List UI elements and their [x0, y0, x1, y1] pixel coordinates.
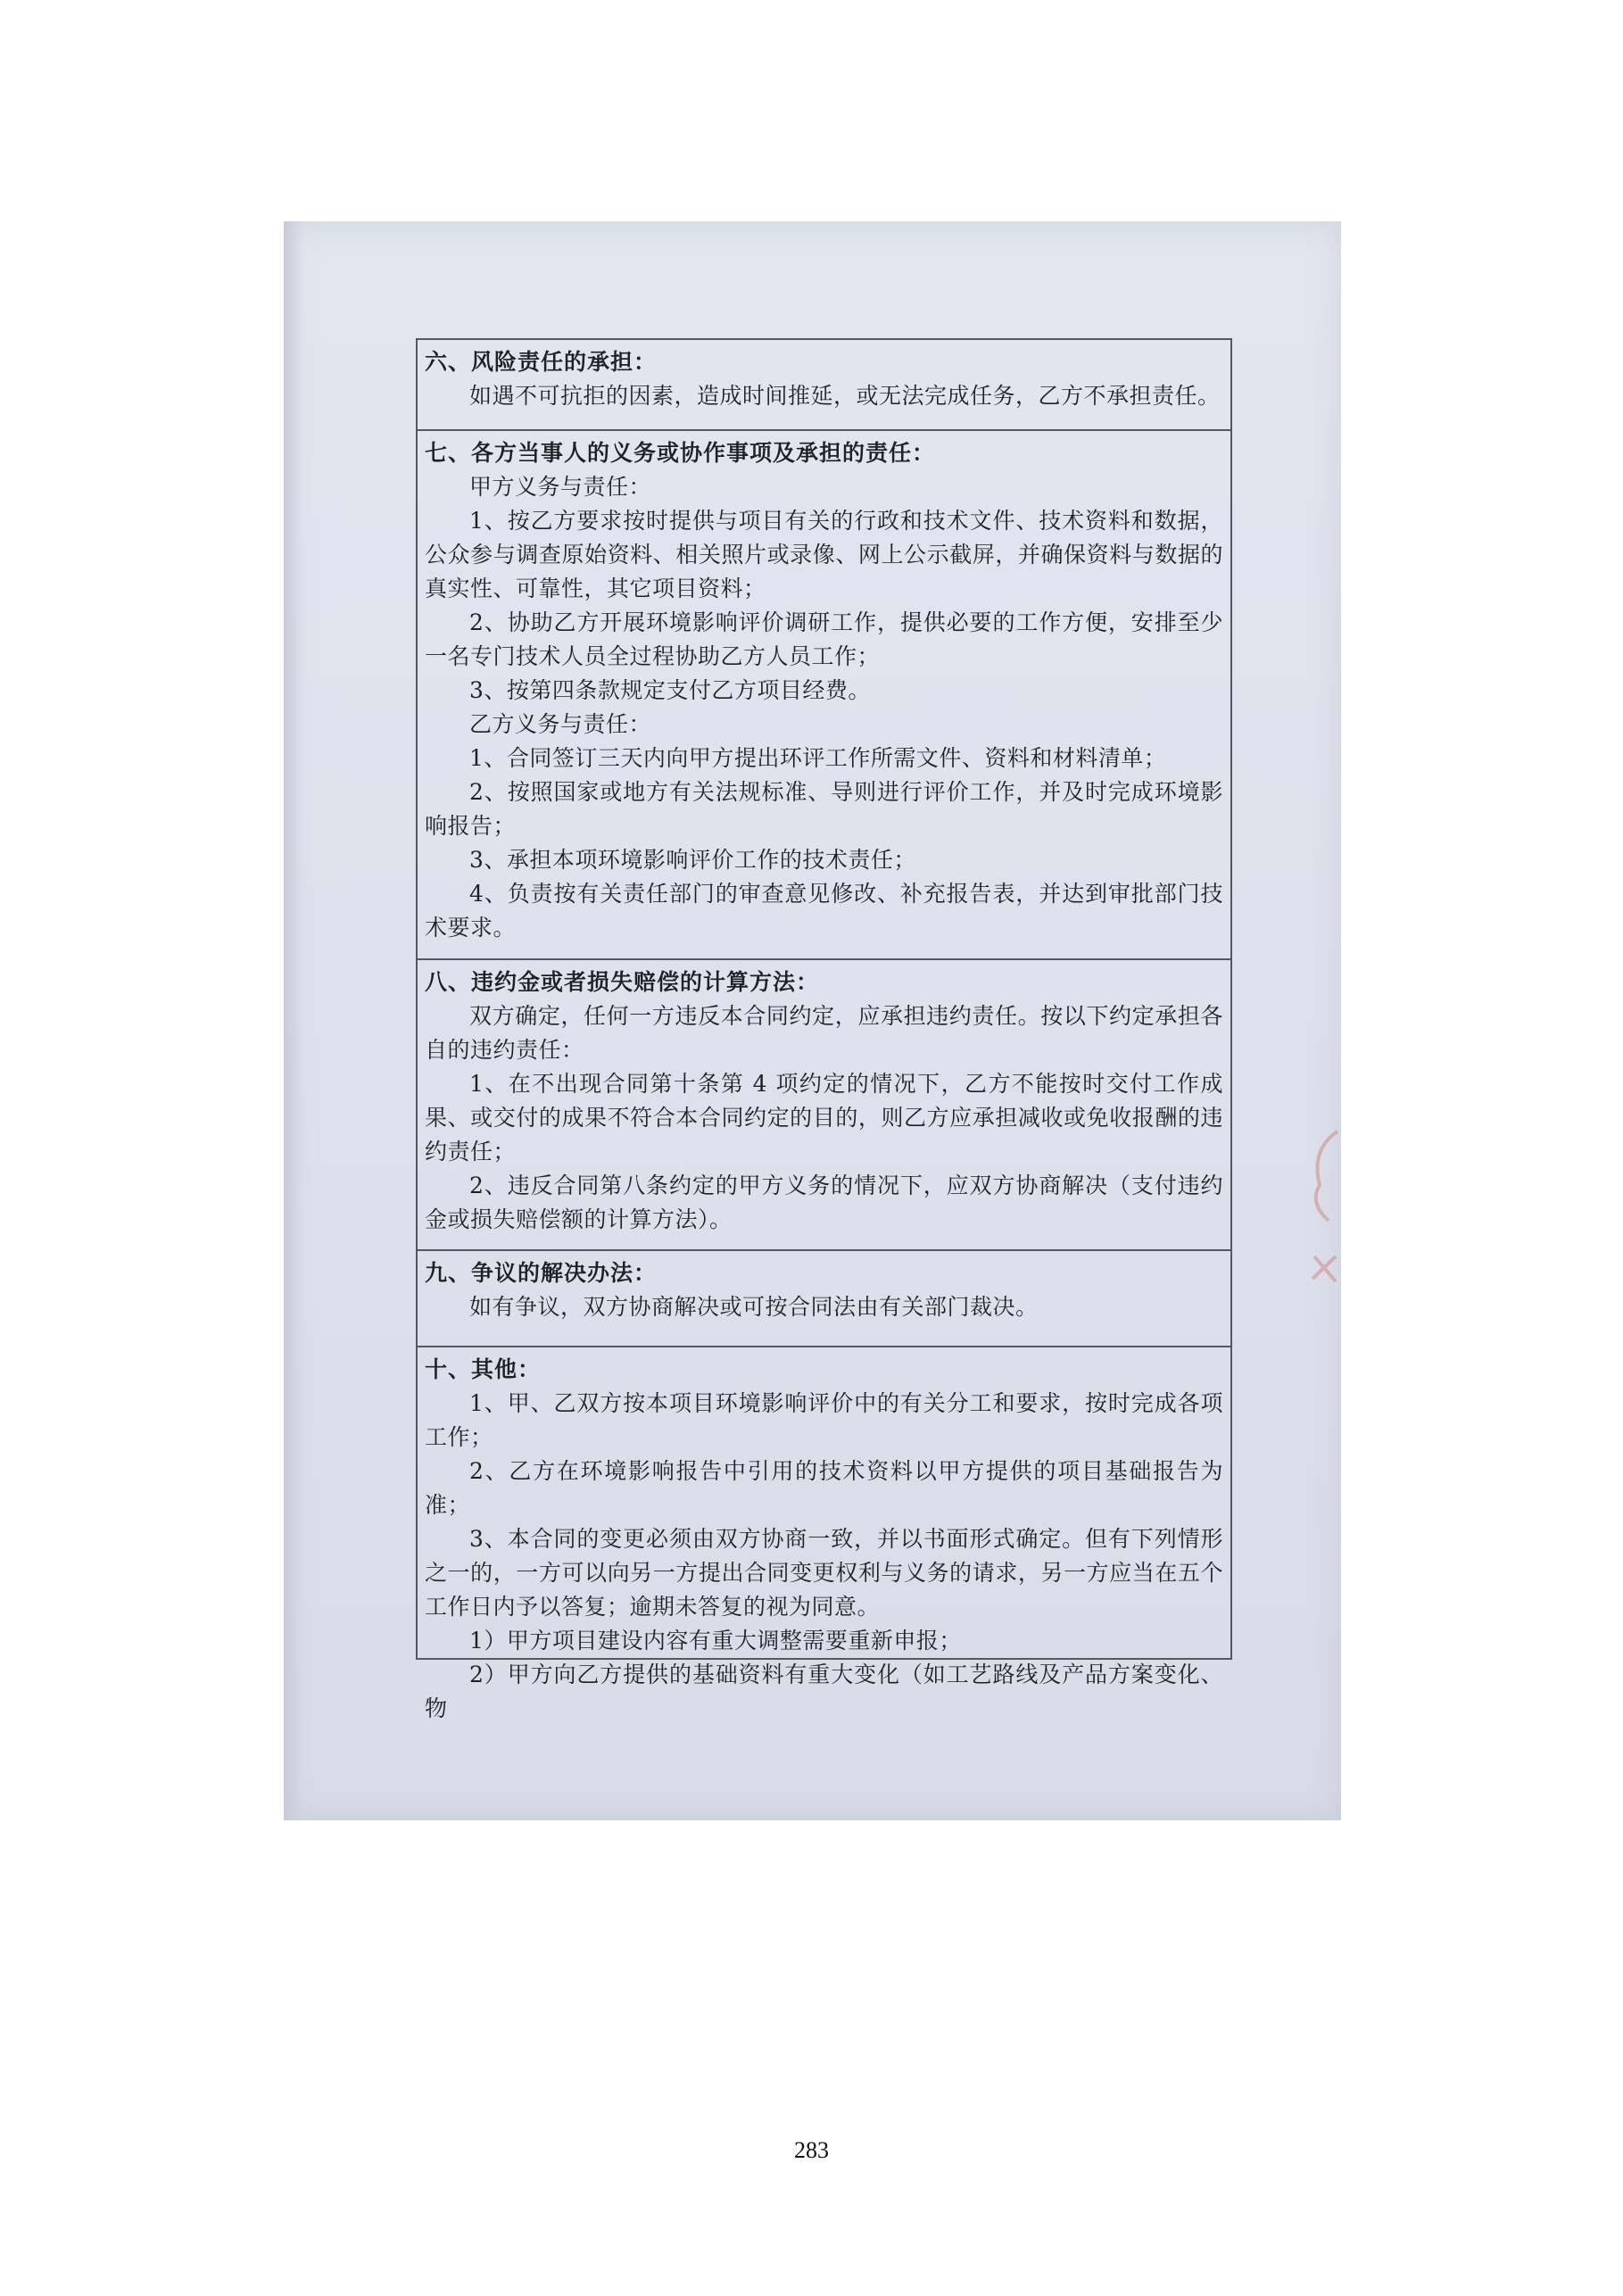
paragraph: 2、协助乙方开展环境影响评价调研工作，提供必要的工作方便，安排至少一名专门技术人员全过程协助乙方人员工作； — [425, 609, 1223, 669]
paragraph: 2、违反合同第八条约定的甲方义务的情况下，应双方协商解决（支付违约金或损失赔偿额的计算方法）。 — [425, 1173, 1223, 1232]
paragraph: 2）甲方向乙方提供的基础资料有重大变化（如工艺路线及产品方案变化、物 — [425, 1662, 1223, 1721]
paragraph: 1）甲方项目建设内容有重大调整需要重新申报； — [469, 1628, 962, 1654]
paragraph: 4、负责按有关责任部门的审查意见修改、补充报告表，并达到审批部门技术要求。 — [425, 881, 1223, 941]
section-title: 八、违约金或者损失赔偿的计算方法： — [425, 969, 820, 995]
section-risk-liability — [418, 340, 1230, 431]
section-penalty — [418, 960, 1230, 1251]
contract-terms-table — [416, 338, 1232, 1721]
paragraph: 双方确定，任何一方违反本合同约定，应承担违约责任。按以下约定承担各自的违约责任： — [425, 1003, 1223, 1063]
paragraph: 3、按第四条款规定支付乙方项目经费。 — [469, 677, 871, 703]
paragraph: 1、甲、乙双方按本项目环境影响评价中的有关分工和要求，按时完成各项工作； — [425, 1390, 1223, 1450]
seal-stamp-fragment — [1302, 1123, 1341, 1328]
section-other — [418, 1347, 1230, 1721]
section-obligations — [418, 431, 1230, 960]
section-title: 九、争议的解决办法： — [425, 1260, 658, 1286]
page-number: 283 — [794, 2137, 829, 2163]
section-title: 六、风险责任的承担： — [425, 349, 658, 375]
scanned-contract-photo — [284, 221, 1341, 1820]
section-dispute — [418, 1251, 1230, 1347]
paragraph: 如遇不可抗拒的因素，造成时间推延，或无法完成任务，乙方不承担责任。 — [469, 383, 1221, 409]
seal-icon — [1302, 1123, 1341, 1328]
paragraph: 3、本合同的变更必须由双方协商一致，并以书面形式确定。但有下列情形之一的，一方可以向另一方提出合同变更权利与义务的请求，另一方应当在五个工作日内予以答复；逾期未答复的视为同意。 — [425, 1526, 1223, 1620]
paragraph: 甲方义务与责任： — [469, 474, 652, 500]
paragraph: 1、在不出现合同第十条第 4 项约定的情况下，乙方不能按时交付工作成果、或交付的成果不符合本合同约定的目的，则乙方应承担减收或免收报酬的违约责任； — [425, 1071, 1223, 1165]
section-title: 十、其他： — [425, 1356, 542, 1382]
paragraph: 3、承担本项环境影响评价工作的技术责任； — [469, 847, 916, 873]
section-title: 七、各方当事人的义务或协作事项及承担的责任： — [425, 440, 936, 466]
paragraph: 2、按照国家或地方有关法规标准、导则进行评价工作，并及时完成环境影响报告； — [425, 779, 1223, 839]
paragraph: 如有争议，双方协商解决或可按合同法由有关部门裁决。 — [469, 1294, 1039, 1320]
photo-shadow-edge — [284, 221, 302, 1820]
paragraph: 1、按乙方要求按时提供与项目有关的行政和技术文件、技术资料和数据，公众参与调查原始资料、相关照片或录像、网上公示截屏，并确保资料与数据的真实性、可靠性，其它项目资料； — [425, 508, 1223, 601]
paragraph: 2、乙方在环境影响报告中引用的技术资料以甲方提供的项目基础报告为准； — [425, 1458, 1223, 1518]
paragraph: 乙方义务与责任： — [469, 711, 652, 737]
paragraph: 1、合同签订三天内向甲方提出环评工作所需文件、资料和材料清单； — [469, 745, 1167, 771]
